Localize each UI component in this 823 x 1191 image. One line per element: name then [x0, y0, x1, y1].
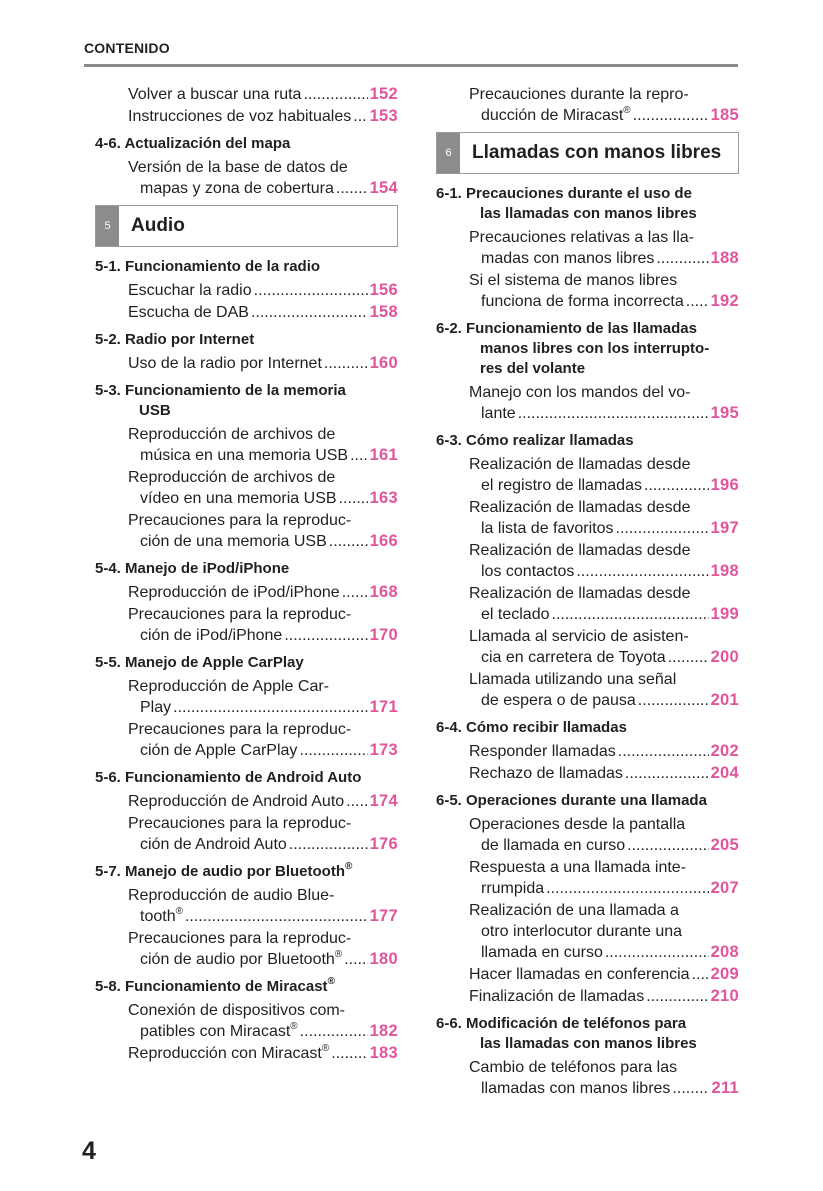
- section-title: 5-8. Funcionamiento de Miracast: [95, 978, 328, 995]
- leader-dots: [672, 1078, 709, 1099]
- toc-entry[interactable]: [95, 582, 398, 603]
- page-link[interactable]: 173: [369, 741, 398, 759]
- entry-text: ción de Android Auto: [140, 836, 287, 853]
- toc-entry[interactable]: [95, 302, 398, 323]
- leader-dots: [344, 949, 367, 970]
- entry-text: Rechazo de llamadas: [469, 765, 623, 782]
- chapter-box-audio[interactable]: [95, 205, 398, 247]
- section-title: 6-6. Modificación de teléfonos para: [436, 1015, 687, 1032]
- toc-entry[interactable]: [95, 106, 398, 127]
- entry-text: de llamada en curso: [481, 837, 626, 854]
- chapter-title: Audio: [131, 215, 185, 236]
- page-link[interactable]: 209: [710, 965, 739, 983]
- chapter-box-hands-free[interactable]: [436, 132, 739, 174]
- entry-text: cia en carretera de Toyota: [481, 649, 666, 666]
- entry-text: otro interlocutor durante una: [481, 923, 683, 940]
- header-rule: [84, 64, 738, 67]
- entry-text: Precauciones para la reproduc-: [128, 815, 352, 832]
- page-link[interactable]: 201: [710, 691, 739, 709]
- leader-dots: [605, 942, 709, 963]
- leader-dots: [251, 302, 368, 323]
- entry-text: Reproducción de archivos de: [128, 469, 336, 486]
- toc-entry[interactable]: [436, 964, 739, 985]
- entry-text: Uso de la radio por Internet: [128, 355, 322, 372]
- leader-dots: [656, 248, 708, 269]
- section-title-cont: manos libres con los interrupto-: [480, 340, 710, 357]
- toc-entry[interactable]: [95, 791, 398, 812]
- entry-text: música en una memoria USB: [140, 447, 349, 464]
- entry-text: Realización de llamadas desde: [469, 456, 691, 473]
- leader-dots: [686, 291, 709, 312]
- page-link[interactable]: 180: [369, 950, 398, 968]
- leader-dots: [646, 986, 708, 1007]
- toc-entry[interactable]: [436, 986, 739, 1007]
- entry-text: Instrucciones de voz habituales: [128, 108, 352, 125]
- entry-text: Operaciones desde la pantalla: [469, 816, 686, 833]
- page-link[interactable]: 204: [710, 764, 739, 782]
- leader-dots: [668, 647, 709, 668]
- entry-text: patibles con Miracast®: [140, 1021, 298, 1040]
- toc-entry[interactable]: [436, 669, 739, 711]
- toc-entry[interactable]: [436, 900, 739, 963]
- entry-text: Reproducción de archivos de: [128, 426, 336, 443]
- entry-text: el registro de llamadas: [481, 477, 642, 494]
- toc-entry[interactable]: [95, 424, 398, 466]
- toc-entry[interactable]: [95, 813, 398, 855]
- page-link[interactable]: 163: [369, 489, 398, 507]
- leader-dots: [546, 878, 708, 899]
- page-number: 4: [82, 1137, 96, 1165]
- leader-dots: [552, 604, 709, 625]
- entry-text: lante: [481, 405, 516, 422]
- section-heading: [436, 184, 739, 224]
- leader-dots: [350, 445, 367, 466]
- toc-entry[interactable]: [95, 510, 398, 552]
- leader-dots: [185, 906, 368, 927]
- page-link[interactable]: 177: [369, 907, 398, 925]
- toc-entry[interactable]: [436, 84, 739, 126]
- section-heading: [95, 862, 398, 882]
- registered-mark: ®: [321, 1043, 330, 1054]
- page-link[interactable]: 171: [369, 698, 398, 716]
- page-header-title: CONTENIDO: [84, 40, 170, 56]
- entry-text: llamada en curso: [481, 944, 603, 961]
- entry-text: Reproducción de iPod/iPhone: [128, 584, 340, 601]
- entry-text: Escucha de DAB: [128, 304, 249, 321]
- page-link[interactable]: 174: [369, 792, 398, 810]
- entry-text: Llamada utilizando una señal: [469, 671, 677, 688]
- entry-text: Play: [140, 699, 172, 716]
- section-title: 6-2. Funcionamiento de las llamadas: [436, 320, 697, 337]
- section-heading: 5-1. Funcionamiento de la radio: [95, 258, 321, 275]
- entry-text: llamadas con manos libres: [481, 1080, 671, 1097]
- leader-dots: [576, 561, 708, 582]
- entry-text: Realización de llamadas desde: [469, 542, 691, 559]
- entry-text: Reproducción de Apple Car-: [128, 678, 330, 695]
- section-heading: 6-5. Operaciones durante una llamada: [436, 792, 707, 809]
- entry-text: Reproducción de audio Blue-: [128, 887, 335, 904]
- toc-entry[interactable]: [95, 84, 398, 105]
- entry-text: ción de audio por Bluetooth®: [140, 949, 343, 968]
- leader-dots: [254, 280, 368, 301]
- entry-text: la lista de favoritos: [481, 520, 614, 537]
- leader-dots: [173, 697, 367, 718]
- page-link[interactable]: 211: [711, 1079, 739, 1097]
- entry-text: Realización de llamadas desde: [469, 499, 691, 516]
- toc-entry[interactable]: [436, 1057, 739, 1099]
- toc-entry[interactable]: [95, 1043, 398, 1064]
- page-link[interactable]: 195: [710, 404, 739, 422]
- entry-text: el teclado: [481, 606, 550, 623]
- entry-text: tooth®: [140, 906, 183, 925]
- page-link[interactable]: 185: [710, 106, 739, 124]
- toc-entry[interactable]: [436, 227, 739, 269]
- page-link[interactable]: 152: [369, 85, 398, 103]
- leader-dots: [692, 964, 709, 985]
- entry-text: ducción de Miracast®: [481, 105, 631, 124]
- toc-entry[interactable]: [436, 583, 739, 625]
- entry-text: Realización de una llamada a: [469, 902, 679, 919]
- toc-entry[interactable]: [436, 540, 739, 582]
- entry-text: Precauciones para la reproduc-: [128, 512, 352, 529]
- entry-text: ción de una memoria USB: [140, 533, 327, 550]
- leader-dots: [303, 84, 367, 105]
- toc-entry[interactable]: [436, 763, 739, 784]
- toc-entry[interactable]: [95, 928, 398, 970]
- entry-text: vídeo en una memoria USB: [140, 490, 337, 507]
- entry-text: Volver a buscar una ruta: [128, 86, 302, 103]
- leader-dots: [638, 690, 709, 711]
- entry-text: Cambio de teléfonos para las: [469, 1059, 678, 1076]
- leader-dots: [353, 106, 367, 127]
- entry-text: Precauciones para la reproduc-: [128, 721, 352, 738]
- page-link[interactable]: 210: [710, 987, 739, 1005]
- entry-text: Finalización de llamadas: [469, 988, 645, 1005]
- toc-entry[interactable]: [95, 353, 398, 374]
- entry-text: los contactos: [481, 563, 575, 580]
- chapter-number: 5: [96, 206, 119, 246]
- leader-dots: [299, 740, 367, 761]
- entry-text: Conexión de dispositivos com-: [128, 1002, 345, 1019]
- section-heading: 5-5. Manejo de Apple CarPlay: [95, 654, 304, 671]
- section-title: 6-1. Precauciones durante el uso de: [436, 185, 692, 202]
- toc-entry[interactable]: [436, 857, 739, 899]
- section-heading: [95, 977, 398, 997]
- toc-entry[interactable]: [436, 814, 739, 856]
- toc-entry[interactable]: [95, 719, 398, 761]
- page-link[interactable]: 183: [369, 1044, 398, 1062]
- leader-dots: [616, 518, 709, 539]
- section-title-cont: las llamadas con manos libres: [480, 205, 697, 222]
- entry-text: funciona de forma incorrecta: [481, 293, 684, 310]
- leader-dots: [300, 1021, 368, 1042]
- toc-entry[interactable]: [436, 741, 739, 762]
- leader-dots: [346, 791, 367, 812]
- entry-text: Precauciones durante la repro-: [469, 86, 689, 103]
- toc-entry[interactable]: [436, 382, 739, 424]
- leader-dots: [331, 1043, 367, 1064]
- leader-dots: [644, 475, 709, 496]
- leader-dots: [339, 488, 368, 509]
- page-link[interactable]: 160: [369, 354, 398, 372]
- page-link[interactable]: 154: [369, 179, 398, 197]
- leader-dots: [289, 834, 368, 855]
- page-link[interactable]: 188: [710, 249, 739, 267]
- page-link[interactable]: 153: [369, 107, 398, 125]
- registered-mark: ®: [334, 949, 343, 960]
- toc-left-column: [95, 84, 398, 1065]
- section-heading: [436, 319, 739, 379]
- section-heading: 6-3. Cómo realizar llamadas: [436, 432, 634, 449]
- page-link[interactable]: 170: [369, 626, 398, 644]
- entry-text: Precauciones para la reproduc-: [128, 930, 352, 947]
- page-link[interactable]: 199: [710, 605, 739, 623]
- toc-entry[interactable]: [95, 676, 398, 718]
- section-heading: 5-2. Radio por Internet: [95, 331, 255, 348]
- page-link[interactable]: 166: [369, 532, 398, 550]
- leader-dots: [627, 835, 708, 856]
- section-heading: 5-6. Funcionamiento de Android Auto: [95, 769, 362, 786]
- leader-dots: [618, 741, 709, 762]
- toc-entry[interactable]: [95, 467, 398, 509]
- entry-text: Precauciones para la reproduc-: [128, 606, 352, 623]
- entry-text: ción de Apple CarPlay: [140, 742, 298, 759]
- entry-text: mapas y zona de cobertura: [140, 180, 334, 197]
- registered-mark: ®: [290, 1021, 298, 1032]
- leader-dots: [633, 105, 709, 126]
- entry-text: Hacer llamadas en conferencia: [469, 966, 690, 983]
- registered-mark: ®: [345, 861, 353, 872]
- entry-text: Si el sistema de manos libres: [469, 272, 678, 289]
- page-link[interactable]: 156: [369, 281, 398, 299]
- section-heading: 6-4. Cómo recibir llamadas: [436, 719, 627, 736]
- leader-dots: [518, 403, 709, 424]
- leader-dots: [336, 178, 368, 199]
- entry-text: Realización de llamadas desde: [469, 585, 691, 602]
- section-title-cont: las llamadas con manos libres: [480, 1035, 697, 1052]
- page-link[interactable]: 196: [710, 476, 739, 494]
- registered-mark: ®: [175, 906, 183, 917]
- entry-text: de espera o de pausa: [481, 692, 636, 709]
- entry-text: Precauciones relativas a las lla-: [469, 229, 694, 246]
- entry-text: Manejo con los mandos del vo-: [469, 384, 691, 401]
- entry-text: madas con manos libres: [481, 250, 655, 267]
- page-link[interactable]: 200: [710, 648, 739, 666]
- entry-text: rrumpida: [481, 880, 545, 897]
- page-link[interactable]: 208: [710, 943, 739, 961]
- section-title: 5-3. Funcionamiento de la memoria: [95, 382, 346, 399]
- section-heading: [436, 1014, 739, 1054]
- chapter-title: Llamadas con manos libres: [472, 142, 722, 163]
- page-link[interactable]: 202: [710, 742, 739, 760]
- registered-mark: ®: [327, 976, 335, 987]
- page-link[interactable]: 197: [710, 519, 739, 537]
- entry-text: Reproducción de Android Auto: [128, 793, 345, 810]
- page-link[interactable]: 168: [369, 583, 398, 601]
- section-title: 5-7. Manejo de audio por Bluetooth: [95, 863, 346, 880]
- toc-entry[interactable]: [95, 280, 398, 301]
- leader-dots: [329, 531, 368, 552]
- toc-entry[interactable]: [95, 885, 398, 927]
- section-heading: 5-4. Manejo de iPod/iPhone: [95, 560, 290, 577]
- toc-entry[interactable]: [436, 454, 739, 496]
- leader-dots: [342, 582, 368, 603]
- entry-text: Escuchar la radio: [128, 282, 252, 299]
- entry-text: Responder llamadas: [469, 743, 616, 760]
- toc-entry[interactable]: [436, 626, 739, 668]
- entry-text: Llamada al servicio de asisten-: [469, 628, 689, 645]
- toc-entry[interactable]: [95, 604, 398, 646]
- registered-mark: ®: [623, 105, 631, 116]
- leader-dots: [625, 763, 709, 784]
- page-link[interactable]: 158: [369, 303, 398, 321]
- chapter-number: 6: [437, 133, 460, 173]
- toc-entry[interactable]: [436, 497, 739, 539]
- entry-text: Reproducción con Miracast®: [128, 1043, 330, 1062]
- section-title-cont: USB: [139, 402, 171, 419]
- section-title-cont: res del volante: [480, 360, 586, 377]
- toc-entry[interactable]: [95, 1000, 398, 1042]
- toc-entry[interactable]: [436, 270, 739, 312]
- page-link[interactable]: 182: [369, 1022, 398, 1040]
- section-heading: 4-6. Actualización del mapa: [95, 135, 291, 152]
- page-link[interactable]: 198: [710, 562, 739, 580]
- page-link[interactable]: 192: [710, 292, 739, 310]
- leader-dots: [324, 353, 368, 374]
- entry-text: Respuesta a una llamada inte-: [469, 859, 687, 876]
- toc-right-column: [436, 84, 739, 1100]
- page-link[interactable]: 205: [710, 836, 739, 854]
- leader-dots: [284, 625, 367, 646]
- entry-text: Versión de la base de datos de: [128, 159, 348, 176]
- toc-entry[interactable]: [95, 157, 398, 199]
- entry-text: ción de iPod/iPhone: [140, 627, 283, 644]
- section-heading: [95, 381, 398, 421]
- page-link[interactable]: 161: [369, 446, 398, 464]
- page-link[interactable]: 207: [710, 879, 739, 897]
- page-link[interactable]: 176: [369, 835, 398, 853]
